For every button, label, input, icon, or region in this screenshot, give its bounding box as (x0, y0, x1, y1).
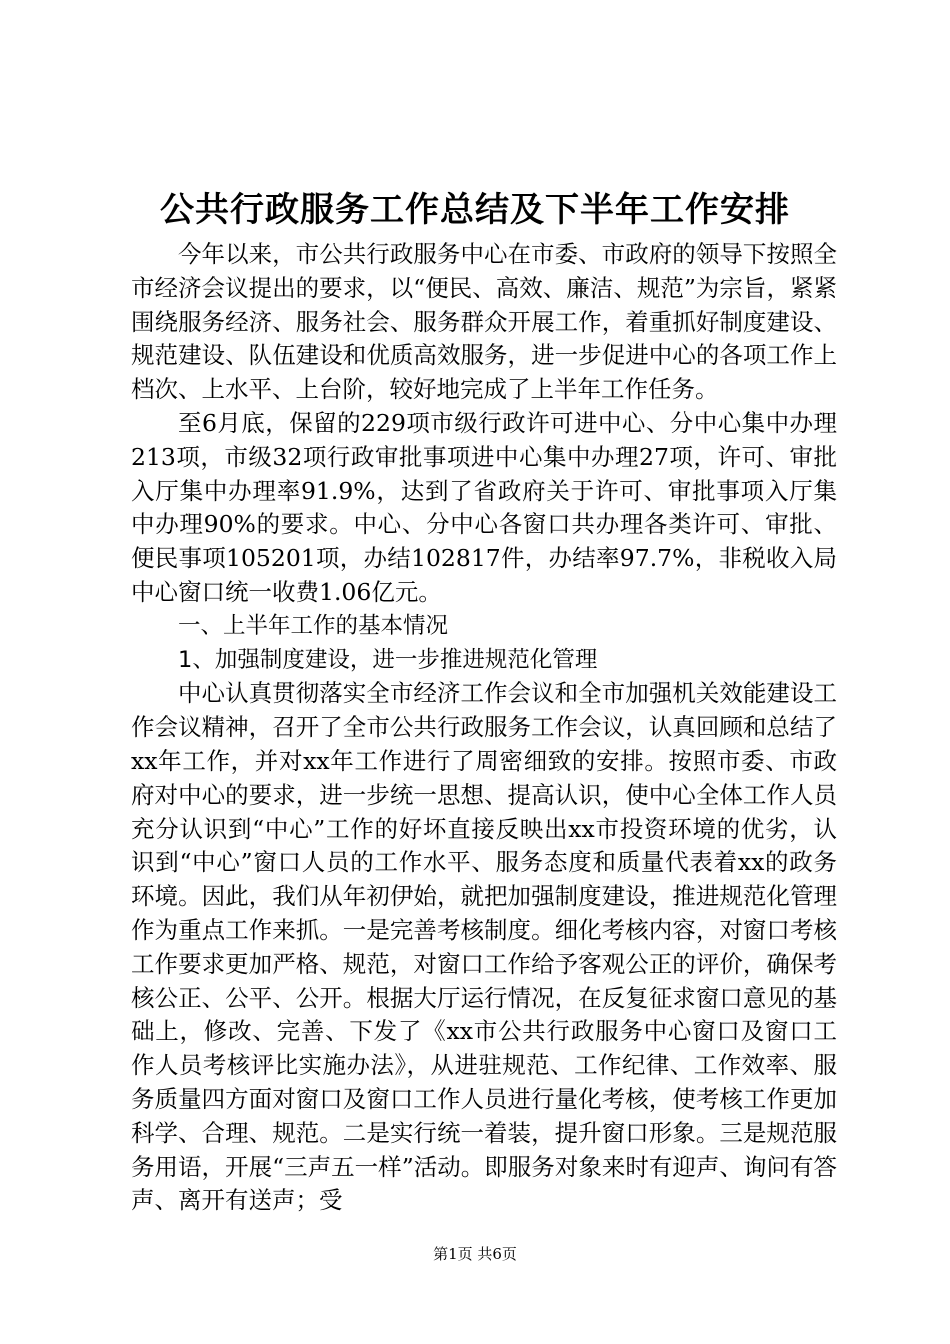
paragraph-statistics: 至6月底，保留的229项市级行政许可进中心、分中心集中办理213项，市级32项行政审批事项进中心集中办理27项，许可、审批入厅集中办理率91.9%，达到了省政府关于许可、审批事项入厅集中办理90%的要求。中心、分中心各窗口共办理各类许可、审批、便民事项105201项，办结102817件，办结率97.7%，非税收入局中心窗口统一收费1.06亿元。 (131, 408, 837, 606)
paragraph-intro: 今年以来，市公共行政服务中心在市委、市政府的领导下按照全市经济会议提出的要求，以“便民、高效、廉洁、规范”为宗旨，紧紧围绕服务经济、服务社会、服务群众开展工作，着重抓好制度建设、规范建设、队伍建设和优质高效服务，进一步促进中心的各项工作上档次、上水平、上台阶，较好地完成了上半年工作任务。 (131, 240, 837, 404)
page-number-footer: 第1页 共6页 (433, 1245, 517, 1263)
section-heading: 一、上半年工作的基本情况 (178, 612, 449, 639)
document-title: 公共行政服务工作总结及下半年工作安排 (160, 190, 790, 230)
subsection-heading: 1、加强制度建设，进一步推进规范化管理 (178, 646, 598, 673)
paragraph-institution-building: 中心认真贯彻落实全市经济工作会议和全市加强机关效能建设工作会议精神，召开了全市公共行政服务工作会议，认真回顾和总结了xx年工作，并对xx年工作进行了周密细致的安排。按照市委、市政府对中心的要求，进一步统一思想、提高认识，使中心全体工作人员充分认识到“中心”工作的好坏直接反映出xx市投资环境的优劣，认识到“中心”窗口人员的工作水平、服务态度和质量代表着xx的政务环境。因此，我们从年初伊始，就把加强制度建设，推进规范化管理作为重点工作来抓。一是完善考核制度。细化考核内容，对窗口考核工作要求更加严格、规范，对窗口工作给予客观公正的评价，确保考核公正、公平、公开。根据大厅运行情况，在反复征求窗口意见的基础上，修改、完善、下发了《xx市公共行政服务中心窗口及窗口工作人员考核评比实施办法》，从进驻规范、工作纪律、工作效率、服务质量四方面对窗口及窗口工作人员进行量化考核，使考核工作更加科学、合理、规范。二是实行统一着装，提升窗口形象。三是规范服务用语，开展“三声五一样”活动。即服务对象来时有迎声、询问有答声、离开有送声；受 (131, 679, 837, 1215)
document-body (131, 238, 837, 1218)
